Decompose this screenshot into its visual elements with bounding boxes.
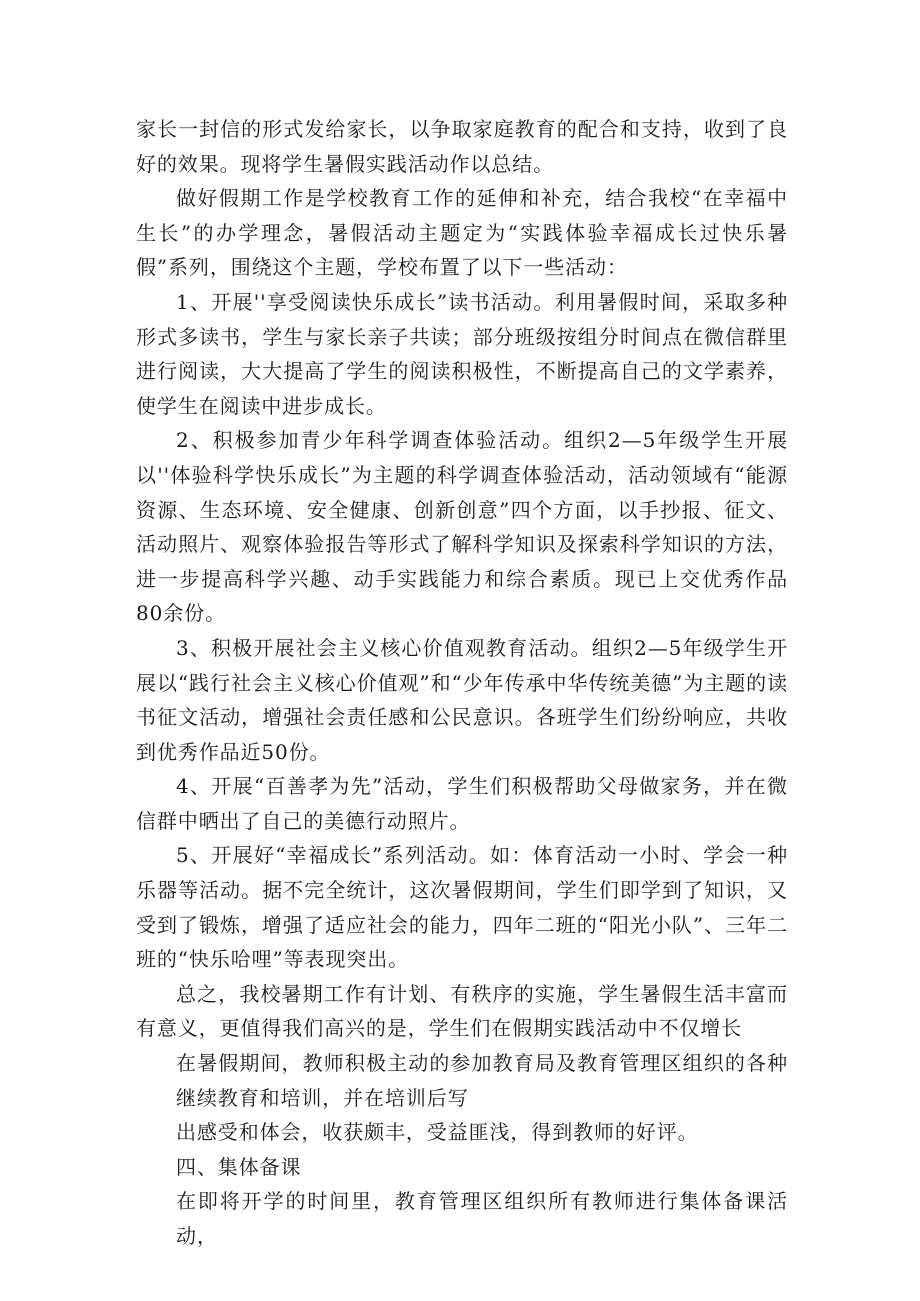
paragraph-teacher-training: 在暑假期间，教师积极主动的参加教育局及教育管理区组织的各种继续教育和培训，并在培训后写 xyxy=(176,1051,788,1110)
paragraph-activity-3: 3、积极开展社会主义核心价值观教育活动。组织2—5年级学生开展以“践行社会主义核心价值观”和“少年传承中华传统美德”为主题的读书征文活动，增强社会责任感和公民意识。各班学生们纷纷响应，共收到优秀作品近50份。 xyxy=(136,635,788,764)
paragraph-activity-4: 4、开展“百善孝为先”活动，学生们积极帮助父母做家务，并在微信群中晒出了自己的美德行动照片。 xyxy=(136,774,788,833)
paragraph-intro: 家长一封信的形式发给家长，以争取家庭教育的配合和支持，收到了良好的效果。现将学生暑假实践活动作以总结。 xyxy=(136,117,788,176)
paragraph-theme: 做好假期工作是学校教育工作的延伸和补充，结合我校“在幸福中生长”的办学理念，暑假活动主题定为“实践体验幸福成长过快乐暑假”系列，围绕这个主题，学校布置了以下一些活动： xyxy=(136,186,788,280)
paragraph-activity-1: 1、开展''享受阅读快乐成长”读书活动。利用暑假时间，采取多种形式多读书，学生与家长亲子共读；部分班级按组分时间点在微信群里进行阅读，大大提高了学生的阅读积极性，不断提高自己的文学素养，使学生在阅读中进步成长。 xyxy=(136,289,788,418)
paragraph-teacher-feedback: 出感受和体会，收获颇丰，受益匪浅，得到教师的好评。 xyxy=(176,1120,699,1145)
document-body xyxy=(136,112,788,1254)
section-heading-collective-lesson-prep: 四、集体备课 xyxy=(176,1154,302,1179)
paragraph-activity-5: 5、开展好“幸福成长”系列活动。如：体育活动一小时、学会一种乐器等活动。据不完全统计，这次暑假期间，学生们即学到了知识，又受到了锻炼，增强了适应社会的能力，四年二班的“阳光小队”、三年二班的“快乐哈哩”等表现突出。 xyxy=(136,843,788,972)
paragraph-summary: 总之，我校暑期工作有计划、有秩序的实施，学生暑假生活丰富而有意义，更值得我们高兴的是，学生们在假期实践活动中不仅增长 xyxy=(136,981,788,1041)
paragraph-activity-2: 2、积极参加青少年科学调查体验活动。组织2—5年级学生开展以''体验科学快乐成长”为主题的科学调查体验活动，活动领域有“能源资源、生态环境、安全健康、创新创意”四个方面，以手抄报、征文、活动照片、观察体验报告等形式了解科学知识及探索科学知识的方法，进一步提高科学兴趣、动手实践能力和综合素质。现已上交优秀作品80余份。 xyxy=(136,428,788,626)
paragraph-collective-lesson-prep: 在即将开学的时间里，教育管理区组织所有教师进行集体备课活动， xyxy=(176,1189,788,1248)
